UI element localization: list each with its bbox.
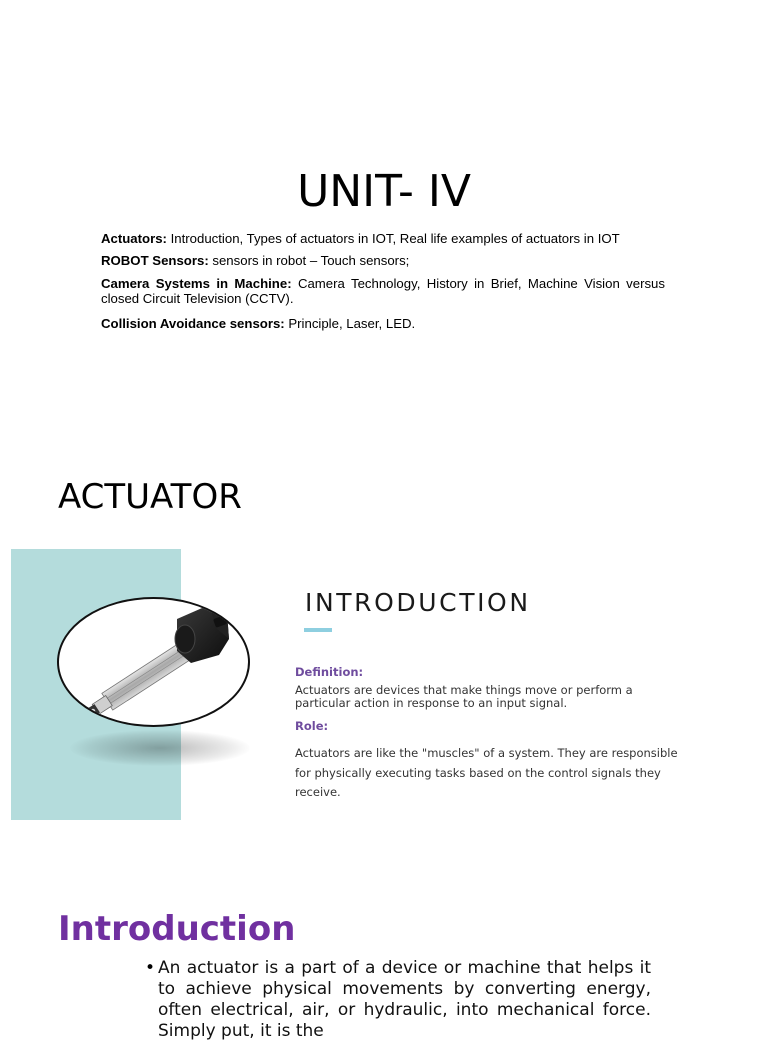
role-text: Actuators are like the "muscles" of a system. They are responsible for physically executing tasks based on the control signals they receive.: [295, 746, 678, 799]
slide-title: UNIT- IV: [297, 166, 471, 217]
syllabus-label: Collision Avoidance sensors:: [101, 316, 285, 331]
slide-heading-introduction: Introduction: [58, 909, 296, 949]
syllabus-item-camera-systems: [101, 276, 665, 306]
syllabus-item-robot-sensors: [101, 253, 665, 268]
linear-actuator-icon: [59, 599, 248, 725]
definition-label: Definition:: [295, 665, 364, 679]
syllabus-text: Camera Technology, History in Brief, Machine Vision versus closed Circuit Television (CCTV).: [101, 276, 665, 306]
syllabus-label: ROBOT Sensors:: [101, 253, 209, 268]
image-title: INTRODUCTION: [305, 588, 531, 617]
syllabus-text: Introduction, Types of actuators in IOT, Real life examples of actuators in IOT: [166, 231, 620, 246]
role-label: Role:: [295, 719, 329, 733]
slide-heading-actuator: ACTUATOR: [58, 477, 242, 517]
syllabus-item-actuators: [101, 231, 665, 246]
syllabus-label: Camera Systems in Machine:: [101, 276, 292, 291]
bullet-marker: •: [145, 958, 156, 978]
actuator-photo-frame: [57, 597, 250, 727]
title-underline: [304, 628, 332, 632]
syllabus-text: Principle, Laser, LED.: [284, 316, 416, 331]
syllabus-item-collision-sensors: [101, 316, 665, 331]
bullet-paragraph: An actuator is a part of a device or machine that helps it to achieve physical movements by converting energy, often electrical, air, or hydraulic, into mechanical force. Simply put, it is the: [158, 958, 651, 1041]
syllabus-label: Actuators:: [101, 231, 167, 246]
image-shadow: [70, 730, 250, 766]
syllabus-text: sensors in robot – Touch sensors;: [208, 253, 410, 268]
definition-text: Actuators are devices that make things move or perform a particular action in response to an input signal.: [295, 683, 633, 710]
